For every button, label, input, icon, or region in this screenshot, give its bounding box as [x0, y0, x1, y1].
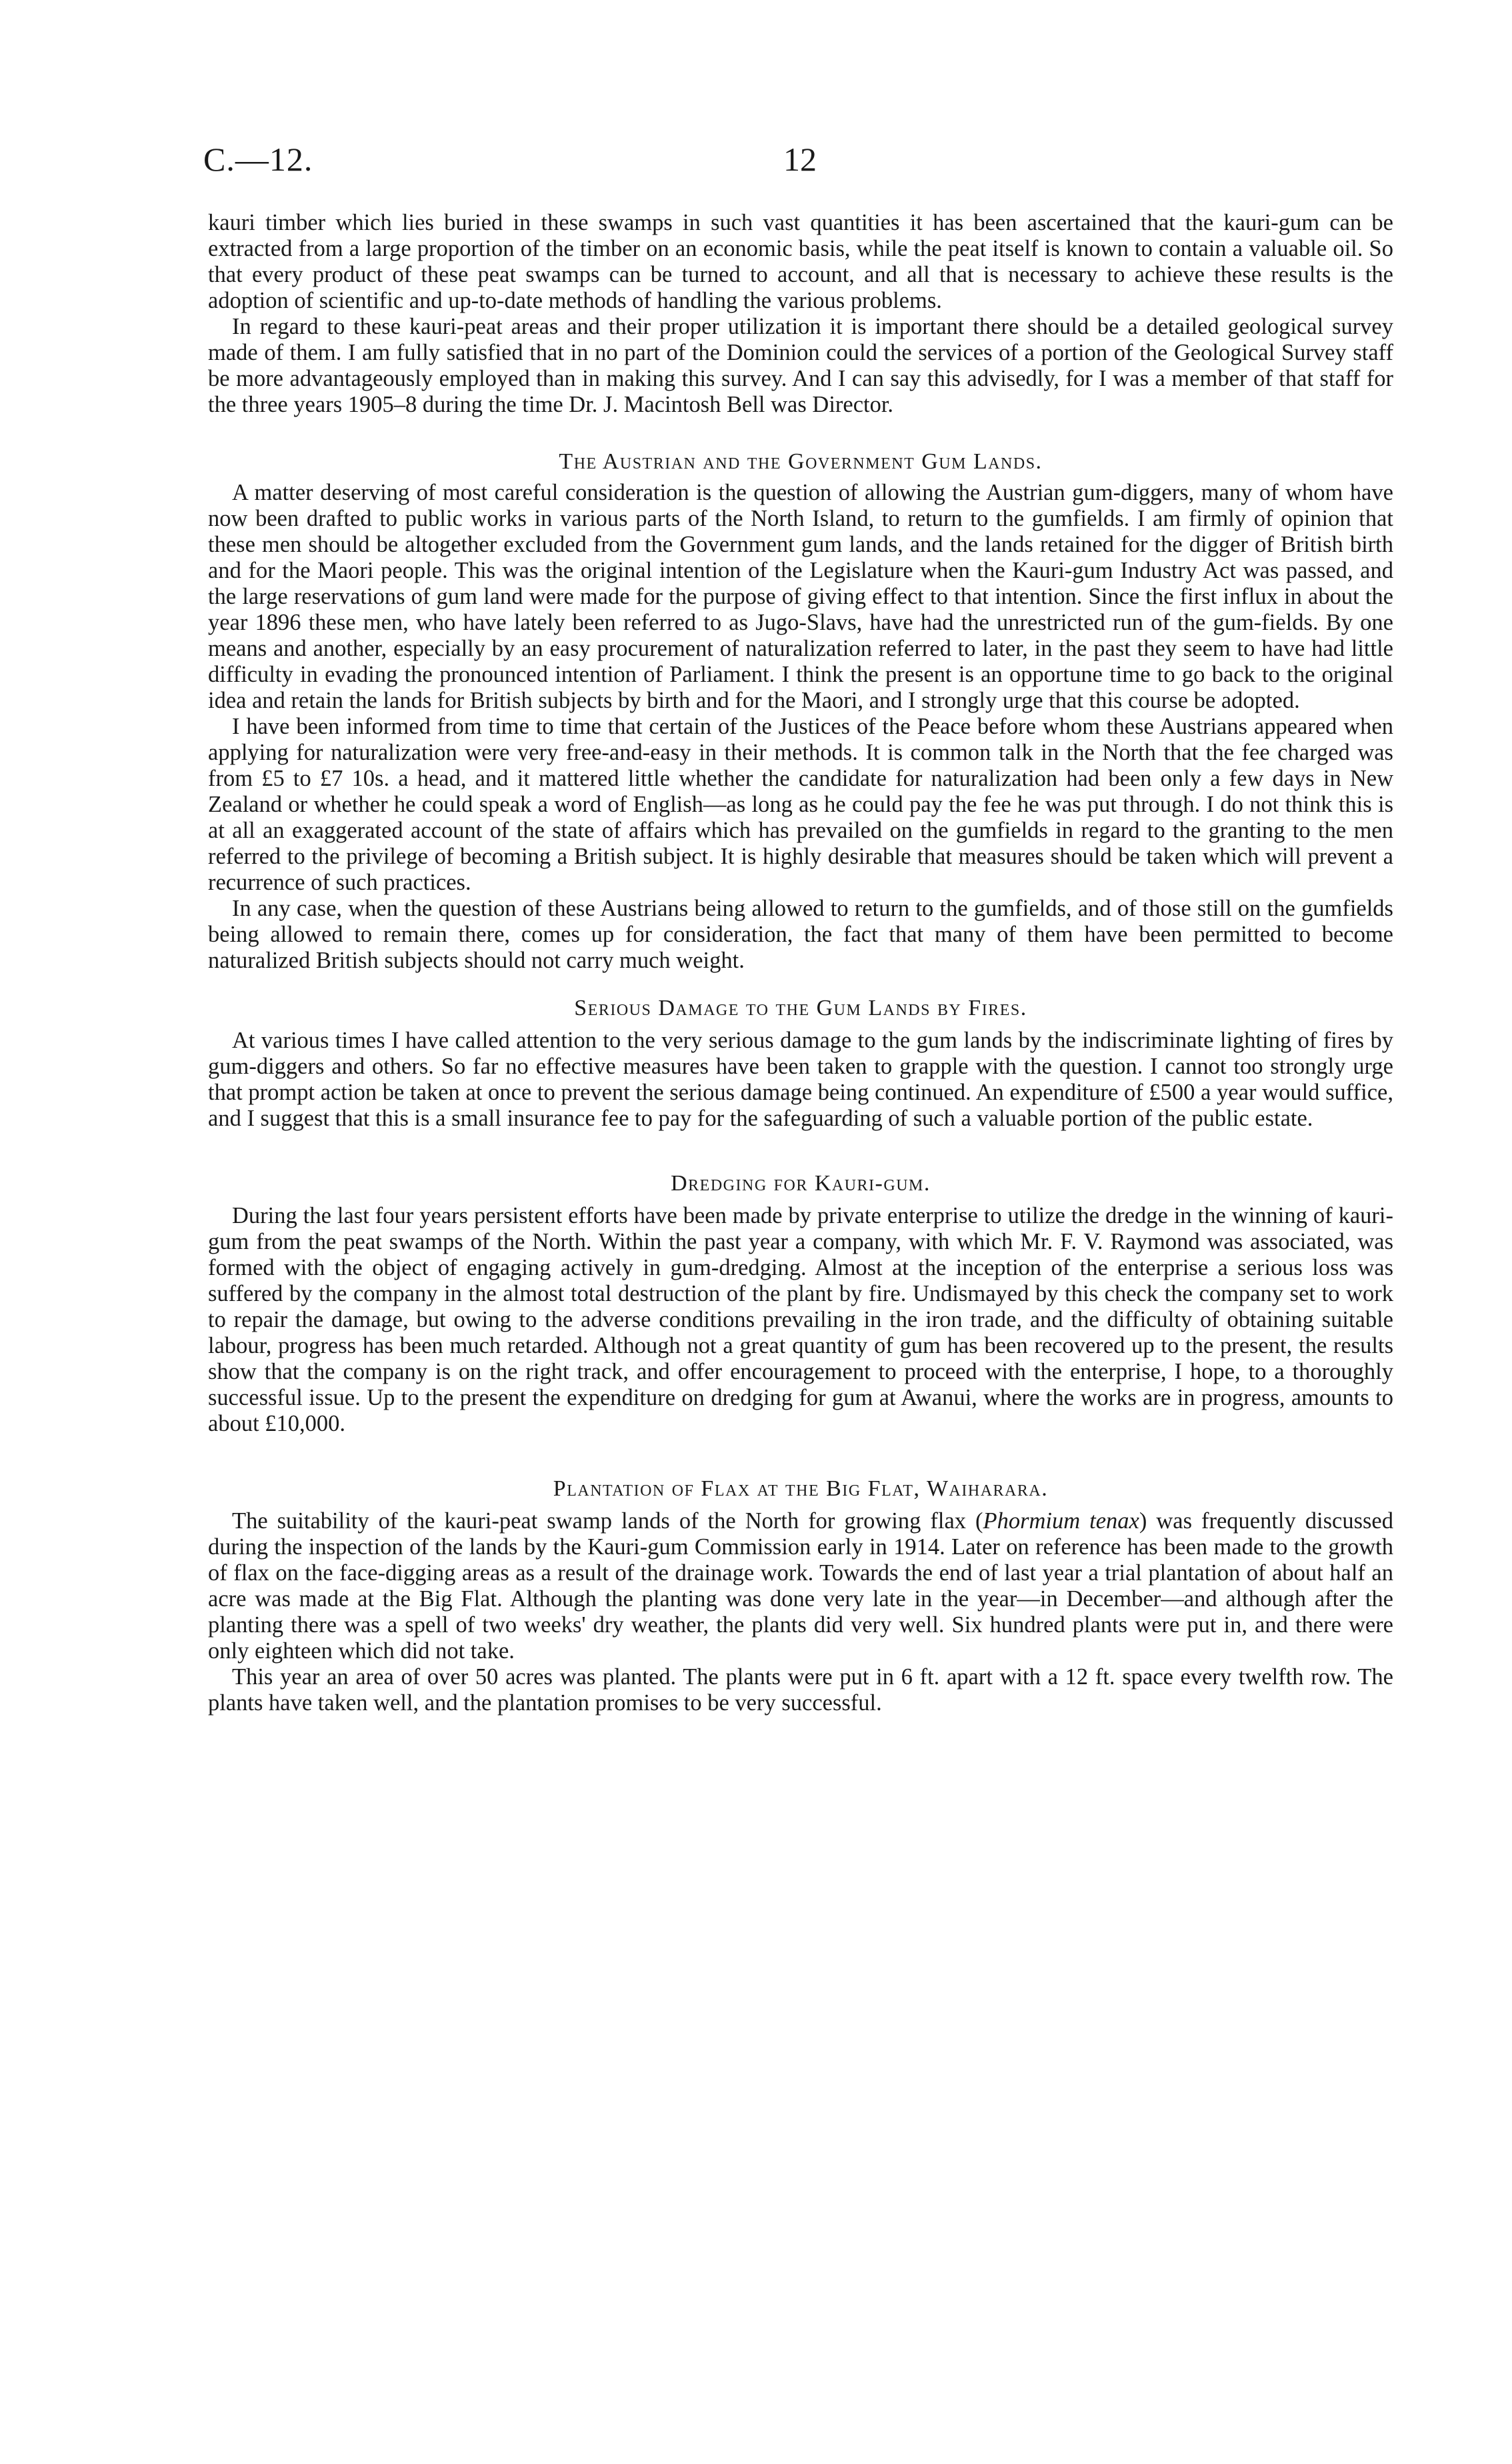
flax-species-name: Phormium tenax: [983, 1508, 1139, 1534]
intro-paragraph-2: In regard to these kauri-peat areas and their proper utilization it is important there should be a detailed geological survey made of them. I am fully satisfied that in no part of the Dominion could the services of a portion of the Geological Survey staff be more advantageously employed than in making this survey. And I can say this advisedly, for I was a member of that staff for the three years 1905–8 during the time Dr. J. Macintosh Bell was Director.: [208, 314, 1393, 417]
intro-paragraph-1: kauri timber which lies buried in these swamps in such vast quantities it has been ascertained that the kauri-gum can be extracted from a large proportion of the timber on an economic basis, while the peat itself is known to contain a valuable oil. So that every product of these peat swamps can be turned to account, and all that is necessary to achieve these results is the adoption of scientific and up-to-date methods of handling the various problems.: [208, 210, 1393, 313]
dredging-paragraph-1: During the last four years persistent efforts have been made by private enterprise to utilize the dredge in the winning of kauri-gum from the peat swamps of the North. Within the past year a company, with which Mr. F. V. Raymond was associated, was formed with the object of engaging actively in gum-dredging. Almost at the inception of the enterprise a serious loss was suffered by the company in the almost total destruction of the plant by fire. Undismayed by this check the company set to work to repair the damage, but owing to the adverse conditions prevailing in the iron trade, and the difficulty of obtaining suitable labour, progress has been much retarded. Although not a great quantity of gum has been recovered up to the present, the results show that the company is on the right track, and offer encouragement to proceed with the enterprise, I hope, to a thoroughly successful issue. Up to the present the expenditure on dredging for gum at Awanui, where the works are in progress, amounts to about £10,000.: [208, 1203, 1393, 1436]
flax-paragraph-1: [208, 1508, 1393, 1664]
flax-paragraph-2: This year an area of over 50 acres was planted. The plants were put in 6 ft. apart with a 12 ft. space every twelfth row. The plants have taken well, and the plantation promises to be very successful.: [208, 1664, 1393, 1716]
document-body: [208, 210, 1393, 1716]
section-heading-flax: Plantation of Flax at the Big Flat, Waiharara.: [553, 1476, 1049, 1501]
fires-paragraph-1: At various times I have called attention to the very serious damage to the gum lands by the indiscriminate lighting of fires by gum-diggers and others. So far no effective measures have been taken to grapple with the question. I cannot too strongly urge that prompt action be taken at once to prevent the serious damage being continued. An expenditure of £500 a year would suffice, and I suggest that this is a small insurance fee to pay for the safeguarding of such a valuable portion of the public estate.: [208, 1028, 1393, 1131]
austrian-paragraph-2: I have been informed from time to time that certain of the Justices of the Peace before whom these Austrians appeared when applying for naturalization were very free-and-easy in their methods. It is common talk in the North that the fee charged was from £5 to £7 10s. a head, and it mattered little whether the candidate for naturalization had been only a few days in New Zealand or whether he could speak a word of English—as long as he could pay the fee he was put through. I do not think this is at all an exaggerated account of the state of affairs which has prevailed on the gumfields in regard to the granting to the men referred to the privilege of becoming a British subject. It is highly desirable that measures should be taken which will prevent a recurrence of such practices.: [208, 714, 1393, 895]
flax-paragraph-1-start: The suitability of the kauri-peat swamp lands of the North for growing flax (: [232, 1508, 983, 1534]
austrian-paragraph-3: In any case, when the question of these Austrians being allowed to return to the gumfields, and of those still on the gumfields being allowed to remain there, comes up for consideration, the fact that many of them have been permitted to become naturalized British subjects should not carry much weight.: [208, 896, 1393, 973]
page-number: 12: [783, 141, 817, 178]
section-heading-fires: Serious Damage to the Gum Lands by Fires.: [574, 996, 1027, 1020]
austrian-paragraph-1: A matter deserving of most careful consideration is the question of allowing the Austrian gum-diggers, many of whom have now been drafted to public works in various parts of the North Island, to return to the gumfields. I am firmly of opinion that these men should be altogether excluded from the Government gum lands, and the lands retained for the digger of British birth and for the Maori people. This was the original intention of the Legislature when the Kauri-gum Industry Act was passed, and the large reservations of gum land were made for the purpose of giving effect to that intention. Since the first influx in about the year 1896 these men, who have lately been referred to as Jugo-Slavs, have had the unrestricted run of the gum-fields. By one means and another, especially by an easy procurement of naturalization referred to later, in the past they seem to have had little difficulty in evading the pronounced intention of Parliament. I think the present is an opportune time to go back to the original idea and retain the lands for British subjects by birth and for the Maori, and I strongly urge that this course be adopted.: [208, 480, 1393, 713]
page-header: [203, 140, 1390, 187]
document-reference: C.—12.: [203, 141, 313, 178]
section-heading-dredging: Dredging for Kauri-gum.: [671, 1171, 931, 1196]
flax-paragraph-1-end: ) was frequently discussed during the inspection of the lands by the Kauri-gum Commission early in 1914. Later on reference has been made to the growth of flax on the face-digging areas as a result of the drainage work. Towards the end of last year a trial plantation of about half an acre was made at the Big Flat. Although the planting was done very late in the year—in December—and although after the planting there was a spell of two weeks' dry weather, the plants did very well. Six hundred plants were put in, and there were only eighteen which did not take.: [208, 1508, 1393, 1664]
section-heading-austrian: The Austrian and the Government Gum Lands.: [559, 449, 1043, 474]
